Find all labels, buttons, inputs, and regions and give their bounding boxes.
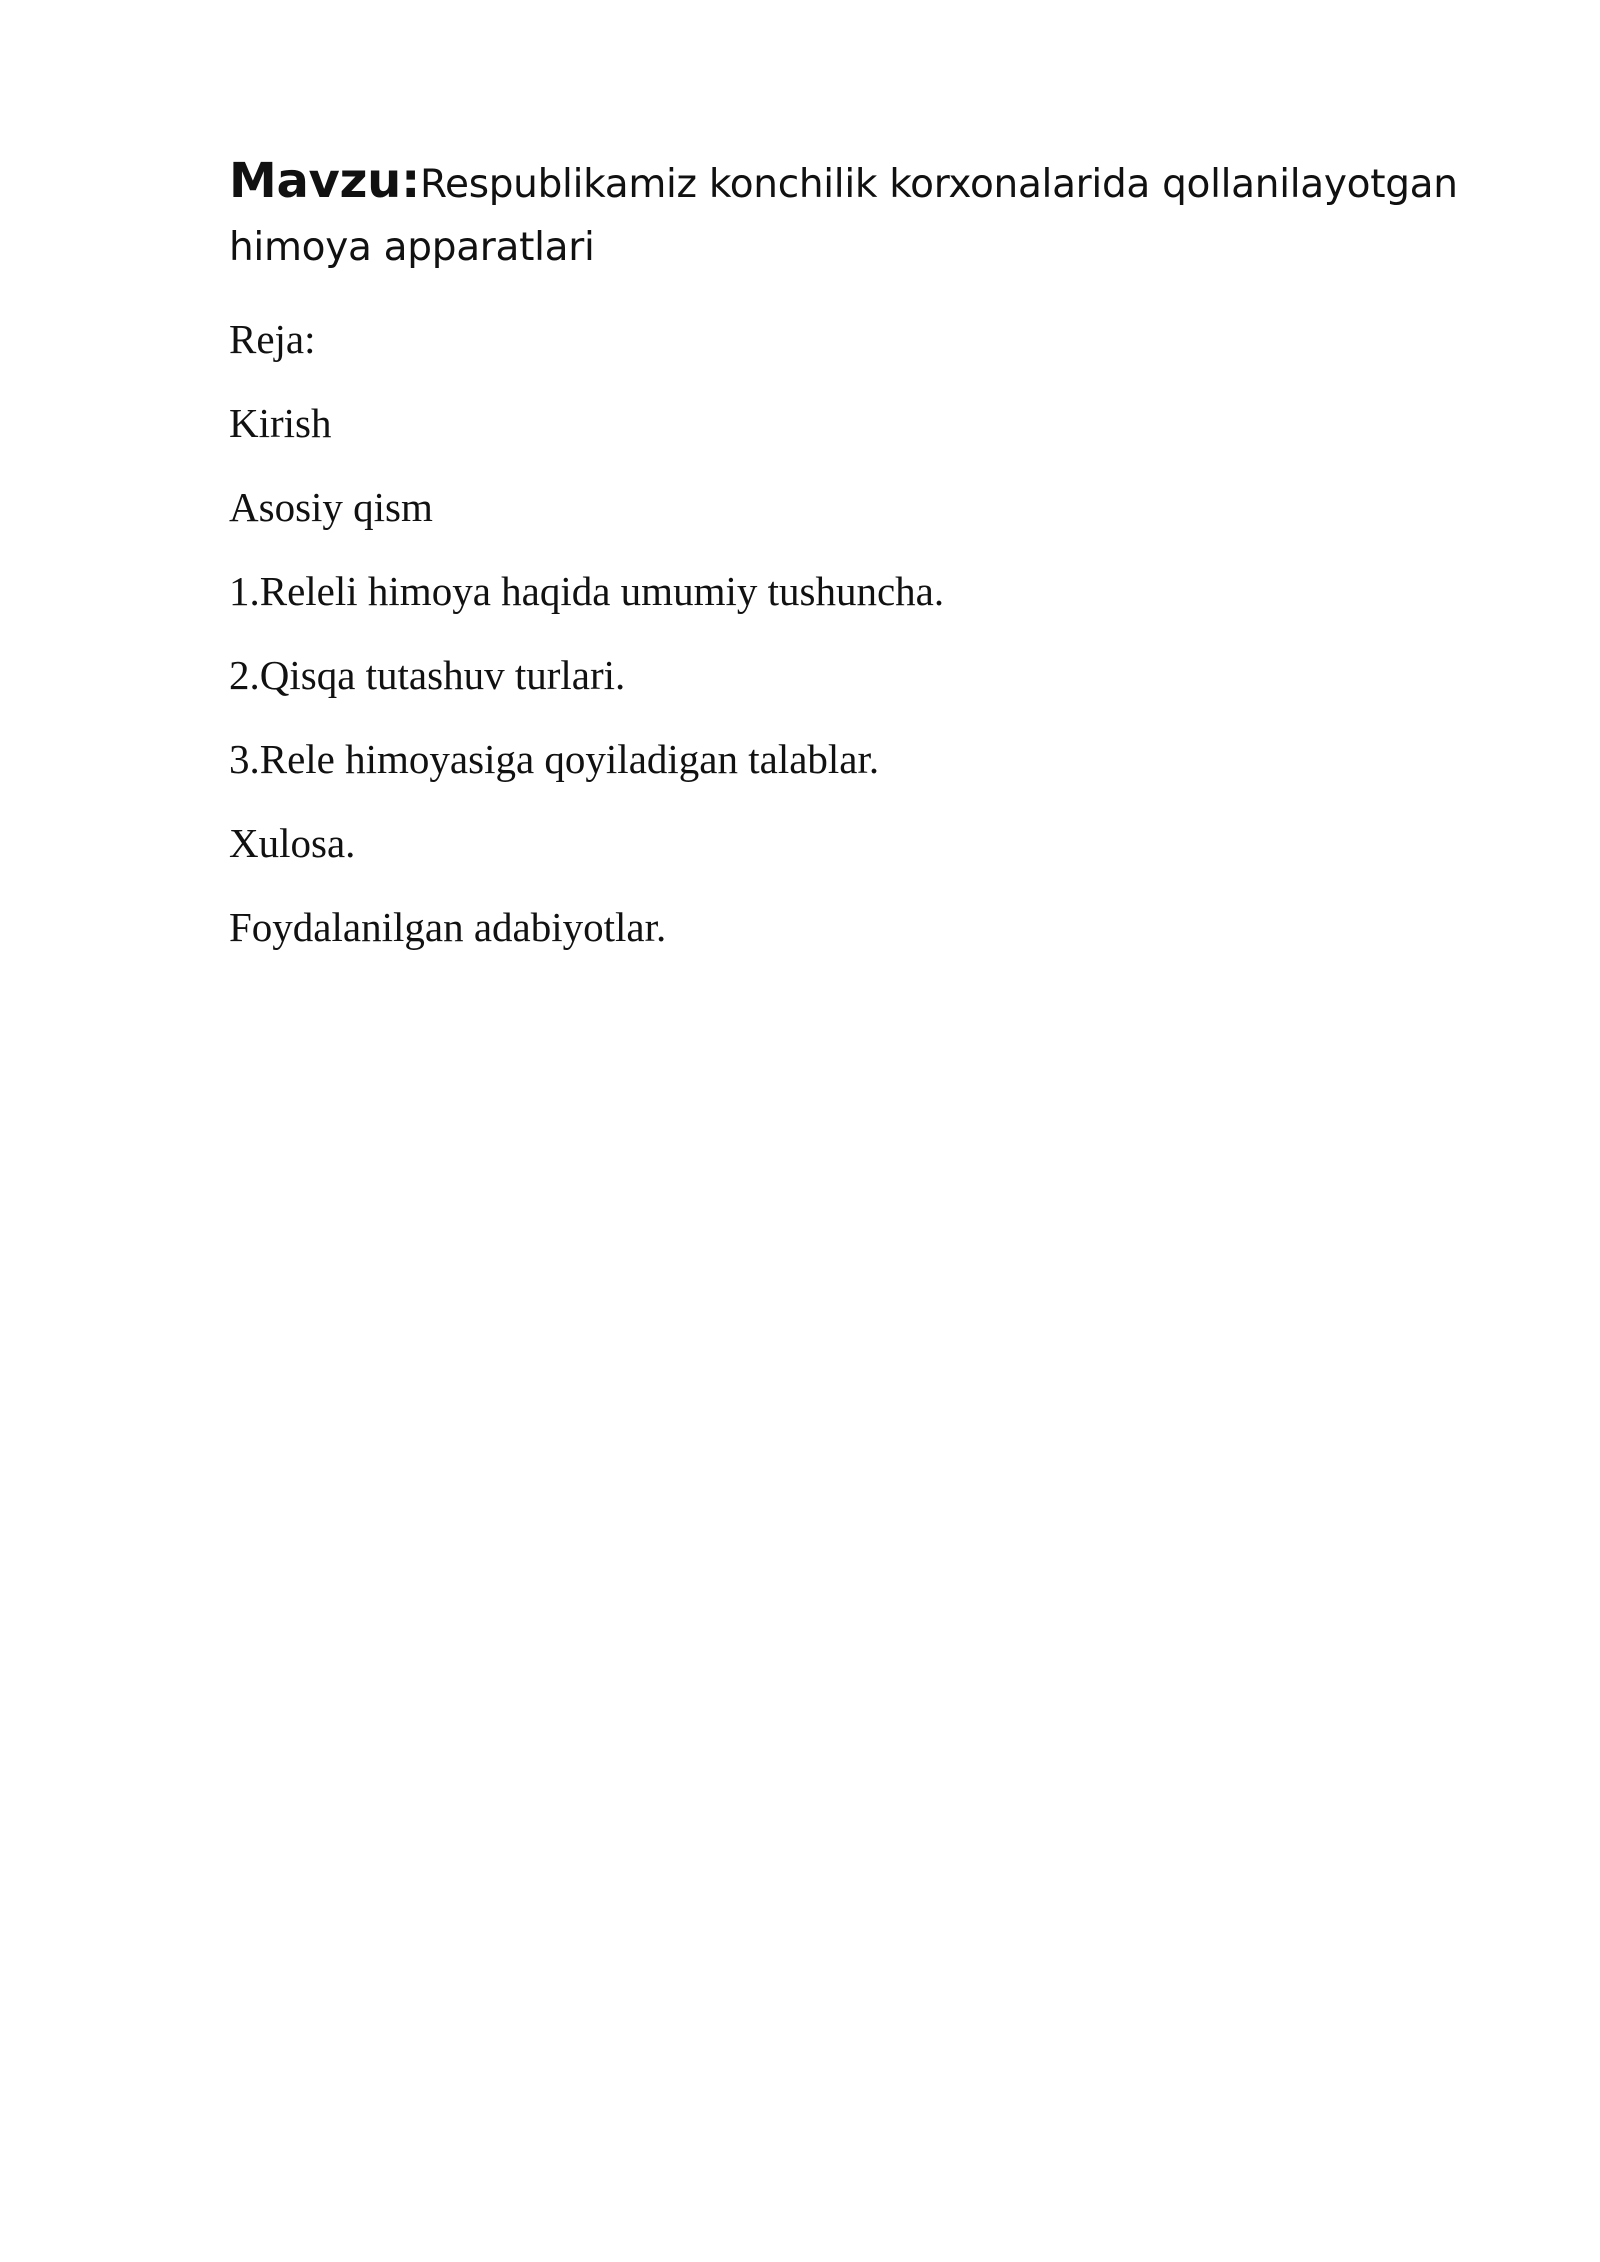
plan-item-references: Foydalanilgan adabiyotlar. xyxy=(229,904,667,950)
plan-item-introduction: Kirish xyxy=(229,400,332,446)
document-title xyxy=(229,150,1489,279)
title-label: Mavzu xyxy=(229,153,402,209)
plan-item-2: 2.Qisqa tutashuv turlari. xyxy=(229,652,626,698)
plan-item-conclusion: Xulosa. xyxy=(229,820,356,866)
title-colon: : xyxy=(401,153,420,209)
plan-item-main-part: Asosiy qism xyxy=(229,484,433,530)
plan-heading: Reja: xyxy=(229,316,316,362)
document-content xyxy=(229,150,1489,969)
plan-outline xyxy=(229,297,1489,969)
title-text: Respublikamiz konchilik korxonalarida qollanilayotgan himoya apparatlari xyxy=(229,162,1458,270)
plan-item-3: 3.Rele himoyasiga qoyiladigan talablar. xyxy=(229,736,880,782)
plan-item-1: 1.Releli himoya haqida umumiy tushuncha. xyxy=(229,568,945,614)
